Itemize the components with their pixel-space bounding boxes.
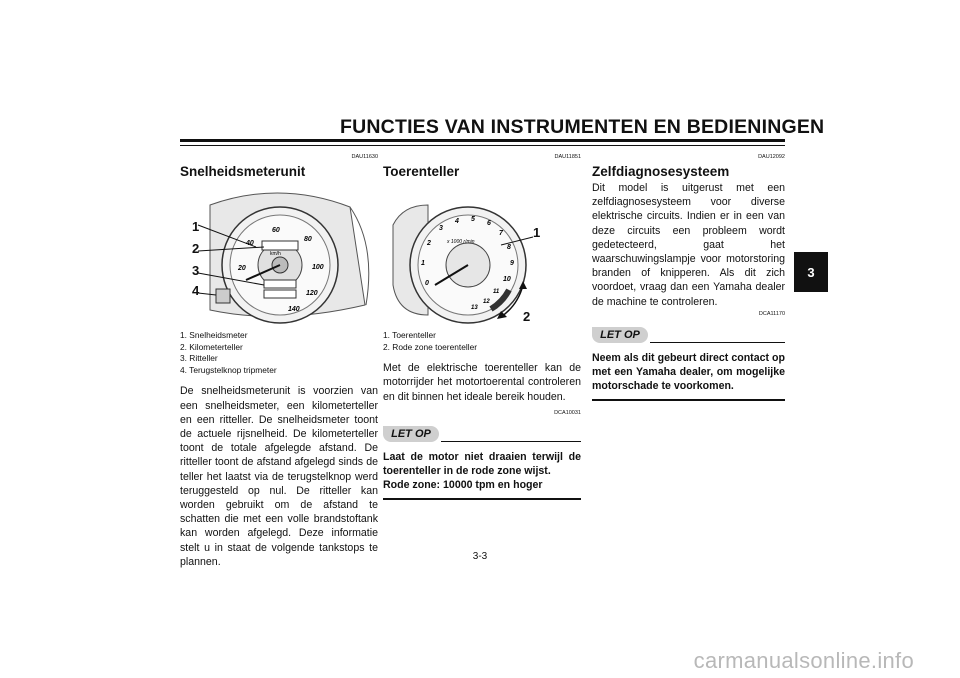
figure-captions xyxy=(180,330,378,376)
caution-header xyxy=(592,325,785,347)
caution-code: DCA10031 xyxy=(554,409,581,416)
gauge-label: 40 xyxy=(246,240,254,247)
gauge-label: 100 xyxy=(312,264,324,271)
caption-item: 3. Ritteller xyxy=(180,353,218,364)
caption-item: 1. Snelheidsmeter xyxy=(180,330,248,340)
tachometer-figure xyxy=(383,185,581,330)
caution-header xyxy=(383,424,581,446)
gauge-label: 2 xyxy=(427,240,431,247)
gauge-unit: x 1000 r/min xyxy=(447,239,475,245)
tachometer-illustration xyxy=(383,185,581,330)
section-title-speedometer: Snelheidsmeterunit xyxy=(180,164,306,179)
body-text: Met de elektrische toerenteller kan de motorrijder het motortoerental controleren en dit binnen het ideale bereik houden. xyxy=(383,362,581,403)
gauge-unit: km/h xyxy=(270,251,281,257)
callout-1: 1 xyxy=(192,219,200,234)
figure-captions xyxy=(383,330,581,353)
gauge-label: 1 xyxy=(421,260,425,267)
callout-2: 2 xyxy=(523,309,531,324)
gauge-label: 120 xyxy=(306,290,318,297)
gauge-label: 8 xyxy=(507,244,511,251)
caution-rule xyxy=(441,441,581,443)
gauge-label: 80 xyxy=(304,236,312,243)
caption-item: 1. Toerenteller xyxy=(383,330,436,340)
caption-item: 2. Kilometerteller xyxy=(180,341,243,352)
column-self-diagnosis xyxy=(592,150,785,401)
gauge-label: 7 xyxy=(499,230,503,237)
caution-badge: LET OP xyxy=(592,327,648,343)
body-text: De snelheidsmeterunit is voorzien van een snelheidsmeter, een kilometerteller en een ritteller. De snelheidsmeter toont de actuele rijsnelheid. De kilometerteller toont de totale afgelegde afstand. De ritteller toont de afstand afgelegd sinds de teller het laatst via de terugstelknop werd teruggesteld op nul. De ritteller kan worden gebruikt om de afstand te schatten die met een volle brandstoftank kan worden afgelegd. Deze informatie stelt u in staat de volgende tankstops te plannen. xyxy=(180,385,378,568)
gauge-label: 5 xyxy=(471,216,475,223)
gauge-label: 12 xyxy=(483,299,490,305)
gauge-label: 4 xyxy=(455,218,459,225)
page-number: 3-3 xyxy=(472,551,488,562)
gauge-label: 9 xyxy=(510,260,514,267)
speedometer-figure xyxy=(180,185,378,330)
caption-item: 2. Rode zone toerenteller xyxy=(383,341,478,352)
gauge-label: 6 xyxy=(487,220,491,227)
header-rule xyxy=(180,139,785,142)
callout-2: 2 xyxy=(192,241,200,256)
header-rule-thin xyxy=(180,145,785,146)
chapter-tab[interactable]: 3 xyxy=(794,252,828,292)
gauge-label: 0 xyxy=(425,280,429,287)
caution-end-rule xyxy=(592,399,785,401)
column-tachometer xyxy=(383,150,581,500)
section-code: DAU12092 xyxy=(758,154,785,160)
caption-item: 4. Terugstelknop tripmeter xyxy=(180,364,277,375)
gauge-label: 20 xyxy=(238,265,246,272)
caution-text-redzone: Rode zone: 10000 tpm en hoger xyxy=(383,479,543,492)
caution-end-rule xyxy=(383,498,581,500)
section-code: DAU11630 xyxy=(351,154,378,160)
caution-text: Laat de motor niet draaien terwijl de toerenteller in de rode zone wijst. xyxy=(383,450,581,477)
callout-1: 1 xyxy=(533,225,541,240)
watermark[interactable]: carmanualsonline.info xyxy=(693,648,914,673)
caution-code: DCA11170 xyxy=(758,310,785,317)
gauge-label: 13 xyxy=(471,305,478,311)
body-text: Dit model is uitgerust met een zelfdiagnosesysteem voor diverse elektrische circuits. Indien er in een van deze circuits een probleem wordt gedetecteerd, gaat het waarschuwingslampje voor motorstoring branden of knipperen. Als dit zich voordoet, vraag dan een Yamaha dealer de machine te controleren. xyxy=(592,182,785,308)
gauge-label: 11 xyxy=(493,289,500,295)
gauge-label: 10 xyxy=(503,276,511,283)
caution-badge: LET OP xyxy=(383,426,439,442)
caution-text: Neem als dit gebeurt direct contact op met een Yamaha dealer, om mogelijke motorschade te voorkomen. xyxy=(592,351,785,393)
section-title-tachometer: Toerenteller xyxy=(383,164,460,179)
gauge-label: 3 xyxy=(439,225,443,232)
section-title-self-diagnosis: Zelfdiagnosesysteem xyxy=(592,164,730,179)
caution-rule xyxy=(650,342,785,344)
callout-4: 4 xyxy=(192,283,200,298)
page-header-title: FUNCTIES VAN INSTRUMENTEN EN BEDIENINGEN xyxy=(340,116,825,138)
gauge-label: 60 xyxy=(272,227,280,234)
gauge-label: 140 xyxy=(288,306,300,313)
speedometer-illustration xyxy=(180,185,378,330)
callout-3: 3 xyxy=(192,263,200,278)
column-speedometer xyxy=(180,150,378,569)
section-code: DAU11851 xyxy=(554,154,581,160)
